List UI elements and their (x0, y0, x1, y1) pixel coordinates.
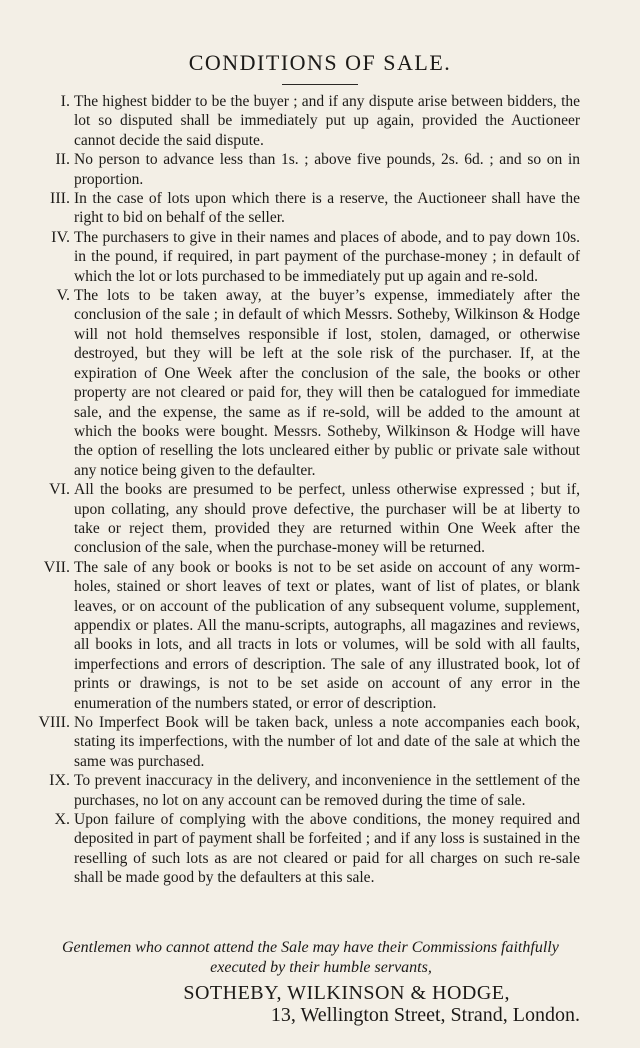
condition-text: The purchasers to give in their names and places of abode, and to pay down 10s. in the pound, if required, in part payment of the purchase-money ; in default of which the lot or lots purchased to be immediately put up again and re-sold. (74, 228, 580, 285)
condition-text: In the case of lots upon which there is a reserve, the Auctioneer shall have the right to bid on behalf of the seller. (74, 190, 580, 227)
condition-item (0, 480, 640, 558)
condition-item (0, 150, 640, 189)
condition-text: Upon failure of complying with the above conditions, the money required and deposited in part of payment shall be forfeited ; and if any loss is sustained in the reselling of such lots as are not cleared or paid for all charges on such re-sale shall be made good by the defaulters at this sale. (74, 811, 580, 887)
condition-item (0, 286, 640, 480)
condition-item (0, 810, 640, 888)
title-rule (282, 84, 358, 85)
condition-number: VII. (43, 558, 70, 576)
condition-number: II. (55, 151, 70, 169)
condition-text: No person to advance less than 1s. ; above five pounds, 2s. 6d. ; and so on in proportion. (74, 151, 580, 188)
condition-text: The highest bidder to be the buyer ; and if any dispute arise between bidders, the lot so disputed shall be immediately put up again, provided the Auctioneer cannot decide the said dispute. (74, 93, 580, 149)
condition-text: No Imperfect Book will be taken back, unless a note accompanies each book, stating its imperfections, with the number of lot and date of the sale at which the same was purchased. (74, 714, 580, 770)
condition-item (0, 713, 640, 771)
condition-text: The lots to be taken away, at the buyer’s expense, immediately after the conclusion of the sale ; in default of which Messrs. Sotheby, Wilkinson & Hodge will not hold themselves responsible if lost, stolen, damaged, or otherwise destroyed, but they will be left at the sole risk of the purchaser. If, at the expiration of One Week after the conclusion of the sale, the books or other property are not cleared or paid for, they will then be catalogued for immediate sale, and the expense, the same as if re-sold, will be added to the amount at which the books were bought. Messrs. Sotheby, Wilkinson & Hodge will have the option of reselling the lots uncleared either by public or private sale without any notice being given to the defaulter. (74, 287, 580, 479)
condition-item (0, 771, 640, 810)
condition-item (0, 92, 640, 150)
condition-item (0, 558, 640, 713)
condition-number: I. (60, 93, 70, 110)
conditions-list (0, 92, 640, 888)
condition-number: VIII. (38, 714, 70, 731)
condition-text: All the books are presumed to be perfect, unless otherwise expressed ; but if, upon collating, any should prove defective, the purchaser will be at liberty to take or reject them, provided they are returned within One Week after the conclusion of the sale, when the purchase-money will be returned. (74, 481, 580, 557)
condition-number: IV. (51, 228, 70, 246)
condition-number: V. (56, 287, 70, 305)
condition-number: IX. (49, 772, 70, 790)
closing-line-1: Gentlemen who cannot attend the Sale may have their Commissions faithfully (62, 939, 559, 956)
firm-name: SOTHEBY, WILKINSON & HODGE, (183, 982, 510, 1004)
condition-number: VI. (49, 481, 70, 499)
condition-text: The sale of any book or books is not to be set aside on account of any worm-holes, stained or short leaves of text or plates, want of list of plates, or blank leaves, or on account of the publication of any subsequent volume, supplement, appendix or plates. All the manu-scripts, autographs, all magazines and reviews, all books in lots, and all tracts in lots or volumes, will be sold with all faults, imperfections and errors of description. The sale of any illustrated book, lot of prints or drawings, is not to be set aside on account of any error in the enumeration of the numbers stated, or error of description. (74, 558, 580, 712)
closing-note (62, 938, 580, 978)
condition-item (0, 228, 640, 286)
condition-number: III. (50, 190, 70, 208)
condition-item (0, 189, 640, 228)
page-title: CONDITIONS OF SALE. (188, 50, 452, 75)
closing-line-2: executed by their humble servants, (210, 959, 432, 976)
firm-address: 13, Wellington Street, Strand, London. (270, 1004, 580, 1026)
condition-number: X. (54, 811, 70, 829)
condition-text: To prevent inaccuracy in the delivery, and inconvenience in the settlement of the purchases, no lot on any account can be removed during the time of sale. (74, 772, 580, 809)
